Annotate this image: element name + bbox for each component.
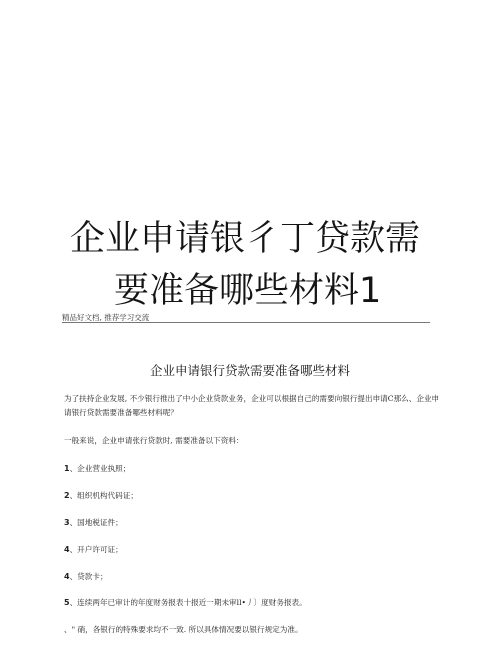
list-item: [64, 571, 108, 583]
list-item-text: 、国地税证件；: [69, 518, 123, 527]
list-item-text: 、贷款卡；: [69, 572, 108, 581]
intro-paragraph: 为了扶持企业发展, 不少银行推出了中小企业贷款业务，企业可以根据自己的需要向银行提出申请C那么、企业申请银行贷款需要准备哪些材料呢？: [64, 394, 440, 417]
list-item-text: 、组织机构代码证；: [69, 491, 138, 500]
closing-note: 、" 硝，各银行的特殊要求均不一致. 所以具体情况要以银行规定为准。: [64, 625, 303, 634]
list-item: [64, 544, 123, 556]
lead-paragraph: 一般来说，企业申请张行贷款时, 需要准备以下资料：: [64, 436, 244, 445]
section-title: 企业申请银行贷款需要准备哪些材料: [149, 363, 350, 378]
list-item-number: 1: [64, 464, 70, 473]
list-item-number: 2: [64, 491, 70, 500]
list-item-text: 、开户许可证；: [69, 545, 123, 554]
list-item-number: 3: [64, 518, 70, 527]
list-item: [64, 490, 138, 502]
list-item-number: 4: [64, 545, 70, 554]
header-note: 精品好文档, 推荐学习交流: [62, 313, 150, 322]
list-item-text: 、连续两年已审计的年度财务报表十报近一期未审ll•丿〕度财务报表。: [69, 598, 307, 607]
document-title-line-1: 企业申请银彳丁贷款需: [70, 219, 421, 259]
header-divider: [62, 322, 430, 323]
list-item-text: 、企业营业执照；: [69, 464, 131, 473]
list-item-number: 4: [64, 572, 70, 581]
document-title-line-2: 要准备哪些材料1: [114, 271, 382, 311]
list-item: [64, 597, 307, 609]
list-item: [64, 517, 123, 529]
list-item-number: 5: [64, 598, 70, 607]
list-item: [64, 463, 130, 475]
